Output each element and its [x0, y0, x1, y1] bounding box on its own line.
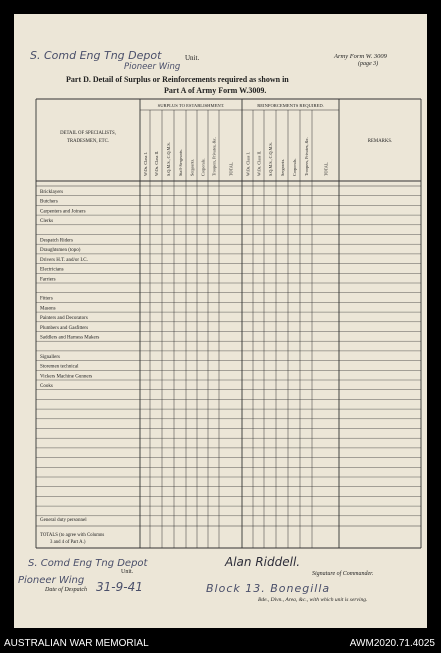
- trade-row-label-2: Carpenters and Joiners: [40, 209, 86, 215]
- footer-unit-handwritten: S. Comd Eng Tng Depot: [28, 558, 148, 569]
- reinforce-col-label-5: Troopers, Privates, &c.: [304, 137, 309, 176]
- trade-row-label-8: Electricians: [40, 267, 64, 273]
- trade-row-label-12: Masons: [40, 306, 56, 312]
- trade-row-label-9: Farriers: [40, 277, 56, 283]
- trade-row-label-17: Signallers: [40, 354, 60, 360]
- remarks-header: REMARKS.: [367, 139, 393, 144]
- reinforce-col-label-6: TOTAL.: [323, 161, 329, 176]
- surplus-col-label-6: Troopers, Privates, &c.: [211, 137, 217, 176]
- trade-row-label-20: Cooks: [40, 384, 53, 389]
- footer-unit-sub-handwritten: Pioneer Wing: [18, 575, 85, 586]
- surplus-col-label-2: S.Q.M.S., C.Q.M.S.: [166, 142, 171, 176]
- location-label: Bde., Divn., Area, &c., with which unit is serving.: [258, 597, 368, 603]
- unit-handwritten: S. Comd Eng Tng Depot: [30, 49, 162, 62]
- page-note: (page 3): [358, 61, 379, 67]
- surplus-col-label-1: W.Os. Class II.: [154, 150, 159, 176]
- footer-unit-label: Unit.: [121, 569, 134, 575]
- reinforce-col-label-2: S.Q.M.S., C.Q.M.S.: [268, 142, 273, 176]
- surplus-header: SURPLUS TO ESTABLISHMENT.: [157, 103, 225, 108]
- trade-row-label-1: Butchers: [40, 199, 58, 205]
- unit-sub-handwritten: Pioneer Wing: [124, 62, 181, 72]
- trade-row-label-18: Storemen technical: [40, 364, 79, 370]
- reinforce-col-label-3: Sergeants.: [280, 158, 285, 176]
- form-title-line2: Part A of Army Form W.3009.: [164, 86, 267, 95]
- trade-row-label-6: Draughtsmen (topo): [40, 248, 81, 254]
- credit-bar: [0, 634, 441, 653]
- surplus-col-label-5: Corporals.: [200, 158, 206, 176]
- surplus-col-label-0: W.Os. Class I.: [143, 152, 148, 176]
- commander-signature: Alan Riddell.: [225, 555, 301, 569]
- trade-row-label-5: Despatch Riders: [40, 238, 73, 244]
- surplus-col-label-7: TOTAL.: [228, 161, 234, 176]
- surplus-col-label-4: Sergeants.: [189, 158, 195, 176]
- detail-header: DETAIL OF SPECIALISTS,: [60, 131, 116, 136]
- trade-row-label-11: Fitters: [40, 296, 53, 302]
- form-title-line1: Part D. Detail of Surplus or Reinforcements required as shown in: [66, 75, 289, 84]
- reinforce-col-label-1: W.Os. Class II.: [256, 150, 262, 176]
- reinforce-col-label-0: W.Os. Class I.: [245, 152, 251, 176]
- form-id: Army Form W. 3009: [334, 53, 387, 60]
- unit-label: Unit.: [185, 54, 200, 62]
- date-handwritten: 31-9-41: [96, 580, 143, 594]
- reinforcements-header: REINFORCEMENTS REQUIRED.: [257, 103, 324, 108]
- trade-row-label-0: Bricklayers: [40, 190, 64, 195]
- totals-label-line2: 3 and 4 of Part A.): [50, 540, 86, 545]
- trade-row-label-19: Vickers Machine Gunners: [40, 374, 93, 380]
- general-duty-label: General duty personnel: [40, 518, 87, 523]
- location-handwritten: Block 13. Bonegilla: [206, 582, 331, 595]
- trade-row-label-3: Clerks: [40, 219, 54, 225]
- trade-row-label-14: Plumbers and Gasfitters: [40, 325, 89, 331]
- totals-label-line1: TOTALS (to agree with Columns: [40, 533, 105, 538]
- credit-left: AUSTRALIAN WAR MEMORIAL: [4, 638, 149, 649]
- credit-right: AWM2020.71.4025: [349, 638, 435, 649]
- trade-row-label-15: Saddlers and Harness Makers: [40, 335, 100, 341]
- detail-header-line2: TRADESMEN, ETC.: [67, 139, 109, 144]
- reinforce-col-label-4: Corporals.: [292, 158, 297, 176]
- trade-row-label-13: Painters and Decorators: [40, 316, 88, 322]
- surplus-col-label-3: Staff-Sergeants.: [178, 149, 183, 176]
- date-label: Date of Despatch: [45, 587, 87, 593]
- trade-row-label-7: Drivers H.T. and/or I.C.: [40, 257, 88, 263]
- signature-label: Signature of Commander.: [312, 571, 374, 577]
